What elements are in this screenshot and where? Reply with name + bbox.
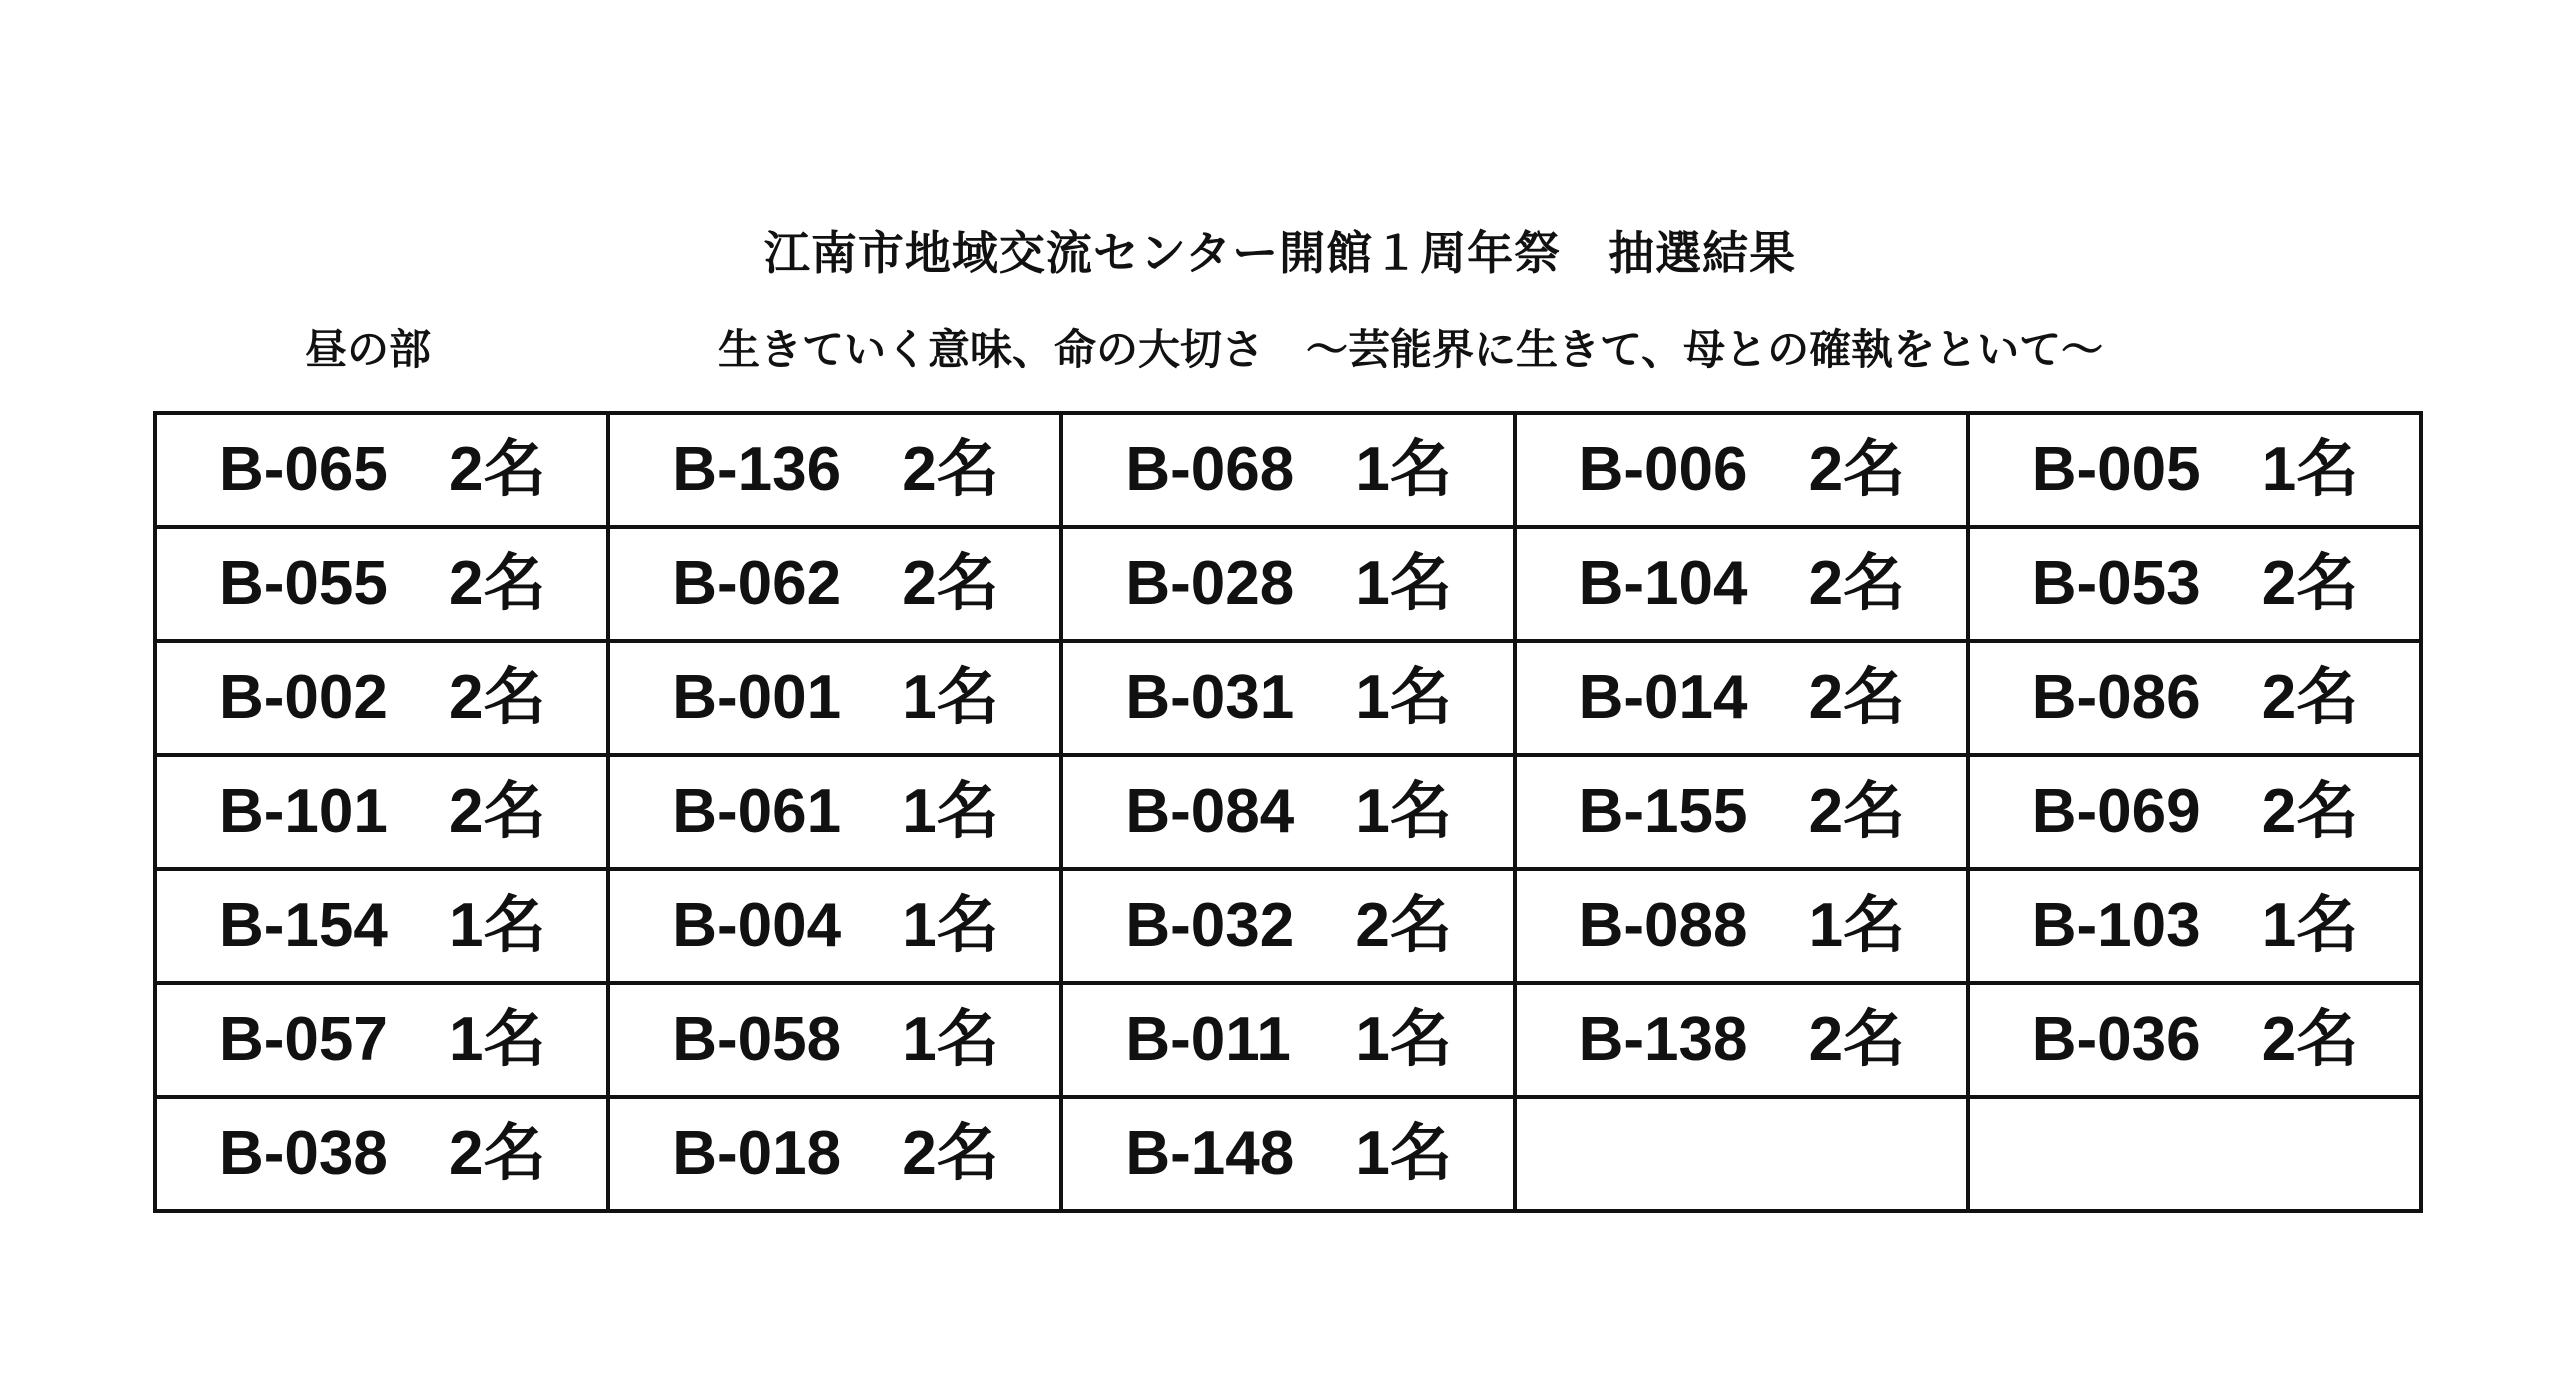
result-cell [1968,755,2421,869]
result-entry [157,871,606,981]
result-cell [1968,869,2421,983]
ticket-number: B-014 [1578,663,1748,732]
result-cell [1968,527,2421,641]
result-entry [610,1099,1059,1209]
result-cell [155,1097,608,1211]
result-entry [1517,871,1966,981]
result-cell [1061,1097,1514,1211]
ticket-number: B-061 [672,777,842,846]
result-cell [1515,641,1968,755]
result-entry [1517,529,1966,639]
result-cell [1061,983,1514,1097]
winner-count: 2名 [1808,663,1906,732]
table-row [155,1097,2421,1211]
ticket-number: B-038 [219,1119,388,1188]
winner-count: 2名 [449,1119,546,1188]
ticket-number: B-011 [1125,1005,1291,1074]
ticket-number: B-053 [2031,549,2201,618]
ticket-number: B-138 [1578,1005,1748,1074]
result-entry [157,757,606,867]
result-cell [155,869,608,983]
ticket-number: B-155 [1578,777,1748,846]
ticket-number: B-136 [672,435,842,504]
program-title: 生きていく意味、命の大切さ ～芸能界に生きて、母との確執をといて～ [718,325,2104,374]
result-cell [608,755,1061,869]
winner-count: 2名 [449,549,546,618]
result-entry [157,1099,606,1209]
winner-count: 2名 [2261,549,2359,618]
result-cell [1515,983,1968,1097]
winner-count: 2名 [2261,663,2359,732]
ticket-number: B-088 [1578,891,1748,960]
result-cell [1968,641,2421,755]
ticket-number: B-104 [1578,549,1748,618]
winner-count: 1名 [1355,777,1452,846]
ticket-number: B-032 [1125,891,1295,960]
result-cell [1061,755,1514,869]
winner-count: 1名 [2261,435,2359,504]
result-cell [608,869,1061,983]
ticket-number: B-055 [219,549,388,618]
table-row [155,983,2421,1097]
result-entry [157,985,606,1095]
result-entry [1063,985,1512,1095]
result-cell [1515,1097,1968,1211]
ticket-number: B-001 [672,663,842,732]
result-entry [1970,757,2419,867]
winner-count: 2名 [449,663,546,732]
result-cell [155,527,608,641]
winner-count: 2名 [449,435,546,504]
winner-count: 2名 [2261,1005,2359,1074]
result-entry [1517,757,1966,867]
result-cell [1515,413,1968,527]
result-cell [1515,527,1968,641]
ticket-number: B-002 [219,663,388,732]
table-row [155,869,2421,983]
result-cell [155,641,608,755]
result-entry [1063,643,1512,753]
winner-count: 1名 [902,663,999,732]
result-cell [1515,755,1968,869]
result-entry [1970,529,2419,639]
winner-count: 2名 [1355,891,1452,960]
winner-count: 1名 [1355,549,1452,618]
ticket-number: B-069 [2031,777,2201,846]
results-table-body [155,413,2421,1211]
ticket-number: B-103 [2031,891,2201,960]
winner-count: 1名 [902,777,999,846]
ticket-number: B-101 [219,777,388,846]
result-entry [1517,415,1966,525]
result-entry [1517,643,1966,753]
result-cell [1968,413,2421,527]
result-entry [157,529,606,639]
result-cell [1968,1097,2421,1211]
winner-count: 2名 [449,777,546,846]
result-entry [610,529,1059,639]
winner-count: 1名 [1355,1005,1452,1074]
result-cell [155,413,608,527]
result-entry [1517,985,1966,1095]
result-cell [608,527,1061,641]
table-row [155,755,2421,869]
ticket-number: B-005 [2031,435,2201,504]
result-cell [155,755,608,869]
winner-count: 1名 [449,891,546,960]
result-cell [1968,983,2421,1097]
result-entry [1063,1099,1512,1209]
result-entry [610,415,1059,525]
result-entry [1970,643,2419,753]
result-entry [610,871,1059,981]
ticket-number: B-154 [219,891,388,960]
winner-count: 2名 [902,549,999,618]
ticket-number: B-084 [1125,777,1295,846]
ticket-number: B-031 [1125,663,1295,732]
page-title: 江南市地域交流センター開館１周年祭 抽選結果 [763,226,1797,280]
winner-count: 2名 [1808,549,1906,618]
result-entry [157,643,606,753]
results-table [153,411,2423,1213]
ticket-number: B-057 [219,1005,388,1074]
winner-count: 1名 [1355,1119,1452,1188]
result-cell [608,1097,1061,1211]
ticket-number: B-086 [2031,663,2201,732]
ticket-number: B-058 [672,1005,842,1074]
winner-count: 1名 [449,1005,546,1074]
result-entry [157,415,606,525]
winner-count: 2名 [1808,435,1906,504]
table-row [155,413,2421,527]
ticket-number: B-148 [1125,1119,1295,1188]
result-cell [1515,869,1968,983]
ticket-number: B-062 [672,549,842,618]
result-cell [1061,413,1514,527]
result-entry [610,757,1059,867]
result-cell [608,641,1061,755]
result-cell [608,413,1061,527]
table-row [155,641,2421,755]
winner-count: 1名 [2261,891,2359,960]
result-entry [1970,871,2419,981]
ticket-number: B-028 [1125,549,1295,618]
ticket-number: B-004 [672,891,842,960]
ticket-number: B-036 [2031,1005,2201,1074]
winner-count: 1名 [902,1005,999,1074]
ticket-number: B-006 [1578,435,1748,504]
winner-count: 2名 [1808,1005,1906,1074]
winner-count: 2名 [2261,777,2359,846]
result-cell [155,983,608,1097]
winner-count: 2名 [1808,777,1906,846]
result-entry [610,985,1059,1095]
result-entry [1063,757,1512,867]
result-cell [608,983,1061,1097]
result-entry [1063,871,1512,981]
result-cell [1061,641,1514,755]
winner-count: 2名 [902,1119,999,1188]
winner-count: 1名 [1808,891,1906,960]
result-cell [1061,869,1514,983]
result-entry [1063,529,1512,639]
result-cell [1061,527,1514,641]
ticket-number: B-065 [219,435,388,504]
result-entry [1970,985,2419,1095]
winner-count: 1名 [1355,435,1452,504]
winner-count: 1名 [902,891,999,960]
table-row [155,527,2421,641]
result-entry [610,643,1059,753]
winner-count: 2名 [902,435,999,504]
session-label: 昼の部 [305,325,432,374]
result-entry [1063,415,1512,525]
ticket-number: B-018 [672,1119,842,1188]
result-entry [1970,415,2419,525]
ticket-number: B-068 [1125,435,1295,504]
winner-count: 1名 [1355,663,1452,732]
